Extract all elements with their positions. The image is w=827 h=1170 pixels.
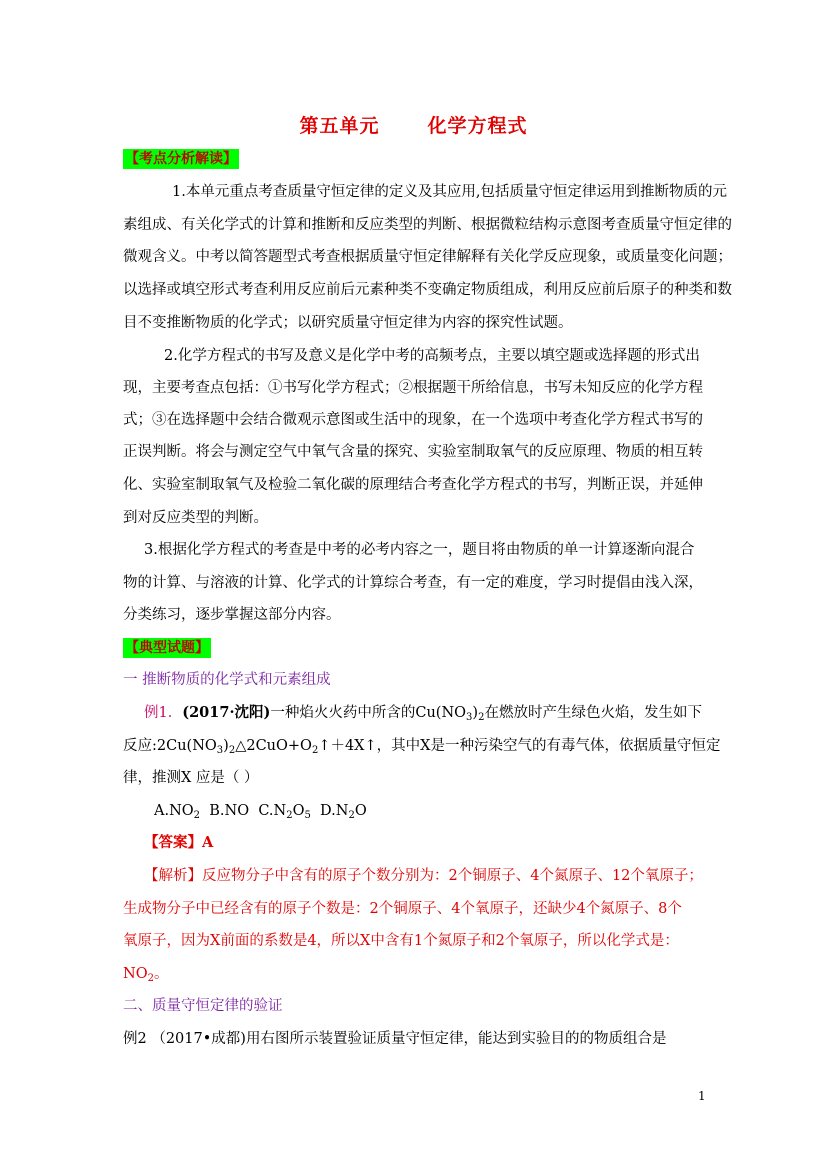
title-topic: 化学方程式 (427, 115, 528, 137)
example1-options (154, 801, 367, 826)
example1-analysis-line2: 生成物分子中已经含有的原子个数是：2个铜原子、4个氧原子，还缺少4个氮原子、8个 (123, 901, 682, 917)
section-tag-examples: 【典型试题】 (125, 640, 209, 656)
para2-line5: 化、实验室制取氧气及检验二氧化碳的原理结合考查化学方程式的书写，判断正误，并延伸 (123, 477, 703, 493)
para3-line1: 3.根据化学方程式的考查是中考的必考内容之一，题目将由物质的单一计算逐渐向混合 (144, 542, 695, 558)
para2-line6: 到对反应类型的判断。 (123, 510, 268, 526)
subscript: 2 (286, 810, 293, 821)
title-unit: 第五单元 (299, 115, 380, 137)
subscript: 2 (228, 745, 236, 756)
example1-analysis-line3: 氧原子，因为X前面的系数是4，所以X中含有1个氮原子和2个氧原子，所以化学式是： (123, 933, 679, 949)
example1-source: (2017·沈阳) (182, 704, 271, 721)
example1-analysis-line1: 【解析】反应物分子中含有的原子个数分别为：2个铜原子、4个氮原子、12个氧原子； (144, 868, 703, 884)
example1-analysis-line4 (123, 964, 168, 989)
para1-line5: 目不变推断物质的化学式；以研究质量守恒定律为内容的探究性试题。 (123, 315, 573, 331)
option-c-text: O (292, 803, 305, 819)
example1-text: 在燃放时产生绿色火焰，发生如下 (484, 705, 702, 721)
analysis-formula: 。 (153, 966, 169, 982)
example1-text: ) (472, 705, 479, 721)
option-d-text: O (354, 803, 367, 819)
example1-text: 反应:2Cu(NO (123, 738, 217, 754)
subscript: 3 (216, 745, 224, 756)
equation-text: △2CuO+O (235, 738, 312, 754)
example1-line1 (144, 703, 702, 728)
option-d (320, 803, 367, 819)
option-c-text: C.N (258, 803, 287, 819)
example1-line3: 律，推测X 应是（ ） (123, 770, 259, 786)
example1-label: 例1． (144, 705, 183, 721)
subscript: 2 (478, 712, 485, 723)
subscript: 5 (304, 810, 311, 821)
para3-line2: 物的计算、与溶液的计算、化学式的计算综合考查，有一定的难度，学习时提倡由浅入深， (123, 575, 703, 591)
para2-line4: 正误判断。将会与测定空气中氧气含量的探究、实验室制取氧气的反应原理、物质的相互转 (123, 444, 703, 460)
page-number: 1 (698, 1089, 706, 1103)
option-b: B.NO (209, 803, 250, 819)
para1-line1: 1.本单元重点考查质量守恒定律的定义及其应用,包括质量守恒定律运用到推断物质的元 (172, 184, 727, 200)
para3-line3: 分类练习，逐步掌握这部分内容。 (123, 607, 341, 623)
para2-line3: 式；③在选择题中会结合微观示意图或生活中的现象，在一个选项中考查化学方程式书写的 (123, 412, 703, 428)
para2-line2: 现，主要考查点包括：①书写化学方程式；②根据题干所给信息，书写未知反应的化学方程 (123, 380, 703, 396)
para1-line3: 微观含义。中考以简答题型式考查根据质量守恒定律解释有关化学反应现象，或质量变化问题； (123, 249, 732, 265)
example2-line1: 例2 （2017•成都)用右图所示装置验证质量守恒定律，能达到实验目的的物质组合是 (123, 1031, 667, 1047)
example1-text: 一种焰火火药中所含的Cu(NO (270, 705, 467, 721)
analysis-formula: NO (123, 966, 148, 982)
section-heading-1: 一 推断物质的化学式和元素组成 (123, 672, 331, 688)
page-title (0, 111, 827, 138)
answer-value: A (202, 834, 214, 851)
section-tag-analysis: 【考点分析解读】 (125, 151, 237, 167)
para1-line4: 以选择或填空形式考查利用反应前后元素种类不变确定物质组成，利用反应前后原子的种类和数 (123, 282, 732, 298)
para1-line2: 素组成、有关化学式的计算和推断和反应类型的判断、根据微粒结构示意图考查质量守恒定律的 (123, 217, 732, 233)
section-heading-2: 二、质量守恒定律的验证 (123, 998, 283, 1014)
option-d-text: D.N (320, 803, 349, 819)
subscript: 2 (147, 973, 154, 984)
example1-text: ↑＋4X↑，其中X是一种污染空气的有毒气体，依据质量守恒定 (318, 738, 721, 754)
subscript: 2 (311, 745, 319, 756)
answer-label: 【答案】 (144, 834, 202, 851)
subscript: 3 (466, 712, 473, 723)
example1-answer (144, 833, 213, 853)
option-c (258, 803, 311, 819)
subscript: 2 (193, 810, 201, 821)
para2-line1: 2.化学方程式的书写及意义是化学中考的高频考点，主要以填空题或选择题的形式出 (164, 348, 700, 364)
option-a (154, 803, 200, 819)
option-a-text: A.NO (154, 803, 194, 819)
subscript: 2 (348, 810, 355, 821)
example1-text: ) (223, 738, 229, 754)
example1-line2 (123, 736, 720, 761)
